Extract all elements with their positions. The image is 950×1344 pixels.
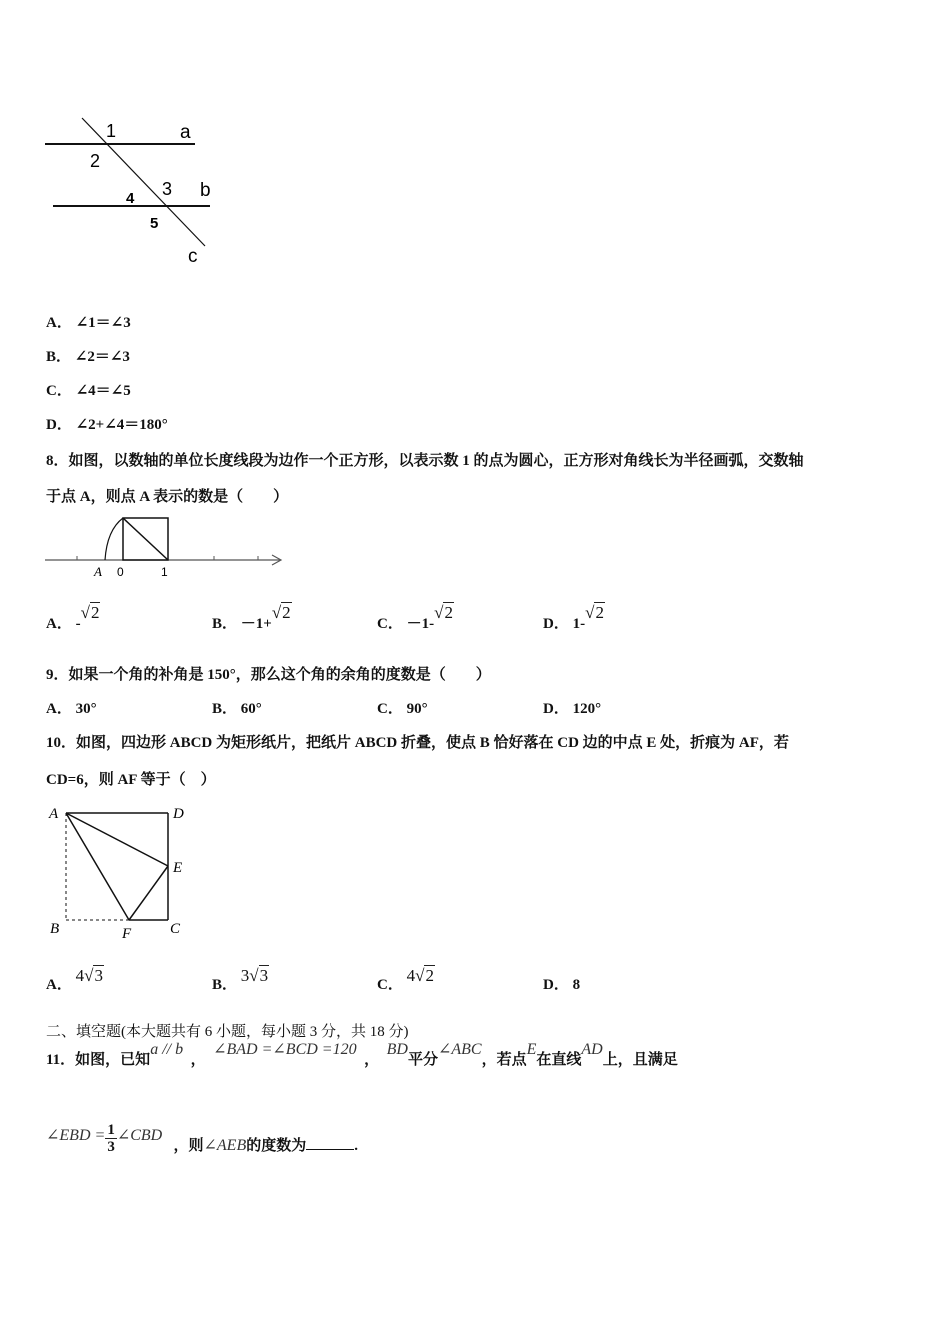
q8-option-a: A． -√2 <box>46 603 100 632</box>
angle-label-2: 2 <box>90 151 101 171</box>
q8-option-d: D． 1-√2 <box>543 603 604 632</box>
radicand: 3 <box>94 966 103 985</box>
radicand: 3 <box>259 966 269 985</box>
q9-option-b: B． 60° <box>212 701 262 717</box>
segment-ef <box>129 866 168 920</box>
q7-option-b: B． ∠2＝∠3 <box>46 349 130 365</box>
q8-stem-line2: 于点 A，则点 A 表示的数是（ ） <box>46 489 289 505</box>
q9-option-a: A． 30° <box>46 701 97 717</box>
q9-option-c: C． 90° <box>377 701 428 717</box>
arc <box>105 518 123 560</box>
q10-option-b: B． 3√3 <box>212 966 269 993</box>
q9-option-d: D． 120° <box>543 701 602 717</box>
angle-label-4: 4 <box>126 190 135 207</box>
angle-label-3: 3 <box>162 179 173 199</box>
q10-option-a: A． 4√3 <box>46 966 103 993</box>
line-label-c: c <box>188 246 198 267</box>
q8-option-c: C． －1-√2 <box>377 603 453 632</box>
radicand: 2 <box>595 603 604 622</box>
q11-stem-line1: 11．如图，已知a // b ， ∠BAD =∠BCD =120 ， BD平分∠ABC，若点E在直线AD上，且满足 <box>46 1041 678 1068</box>
q10-option-d: D． 8 <box>543 977 581 993</box>
folded-rectangle-figure <box>40 798 200 943</box>
q7-option-d: D． ∠2+∠4＝180° <box>46 417 168 433</box>
fraction-one-third: $\frac{1}{3}$ <box>107 1122 115 1155</box>
square-diagonal <box>123 518 168 560</box>
angle-label-5: 5 <box>150 215 159 232</box>
q8-option-b: B． －1+√2 <box>212 603 291 632</box>
vertex-e: E <box>173 860 183 876</box>
parallel-lines-figure <box>40 110 230 270</box>
radicand: 2 <box>425 966 434 985</box>
label-point-a: A <box>94 564 102 579</box>
radicand: 2 <box>90 603 100 622</box>
radicand: 2 <box>444 603 453 622</box>
label-zero: 0 <box>117 565 124 579</box>
q9-stem: 9．如果一个角的补角是 150°，那么这个角的余角的度数是（ ） <box>46 667 491 683</box>
q10-stem-line1: 10．如图，四边形 ABCD 为矩形纸片，把纸片 ABCD 折叠，使点 B 恰好落在 CD 边的中点 E 处，折痕为 AF，若 <box>46 735 789 751</box>
label-one: 1 <box>161 565 168 579</box>
number-line-figure <box>40 510 290 585</box>
q8-stem-line1: 8．如图，以数轴的单位长度线段为边作一个正方形，以表示数 1 的点为圆心，正方形对角线长为半径画弧，交数轴 <box>46 453 804 469</box>
q7-option-a: A． ∠1＝∠3 <box>46 315 131 331</box>
vertex-c: C <box>170 921 181 937</box>
vertex-f: F <box>122 926 132 942</box>
vertex-b: B <box>50 921 60 937</box>
q10-stem-line2: CD=6，则 AF 等于（ ） <box>46 772 216 788</box>
q7-option-c: C． ∠4＝∠5 <box>46 383 131 399</box>
radicand: 2 <box>282 603 291 622</box>
line-label-a: a <box>180 122 191 143</box>
vertex-a: A <box>49 806 59 822</box>
section-title-fill-blank: 二、填空题(本大题共有 6 小题，每小题 3 分，共 18 分) <box>46 1024 409 1040</box>
vertex-d: D <box>173 806 184 822</box>
q10-option-c: C． 4√2 <box>377 966 434 993</box>
q11-stem-line2: ∠EBD = $\frac{1}{3}$ ∠CBD ，则∠AEB的度数为 . <box>46 1122 358 1155</box>
line-label-b: b <box>200 180 211 201</box>
answer-blank[interactable] <box>306 1137 354 1150</box>
angle-label-1: 1 <box>106 121 117 141</box>
